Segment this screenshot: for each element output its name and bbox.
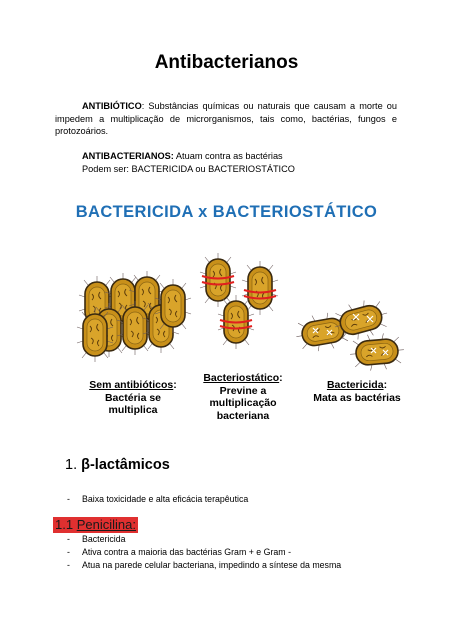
caption-colon: : [383,379,388,391]
bacterium [242,261,278,315]
caption-colon: : [173,379,177,391]
bullet-dash: - [67,547,70,557]
antibiotic-definition [55,100,397,138]
antibacterial-term: ANTIBACTERIANOS: [82,151,174,161]
bacteria-bactericide-group [293,292,423,382]
list-item-text: Bactericida [82,534,126,544]
caption-untreated-label: Sem antibióticos [89,379,174,391]
subsection-title: Penicilina: [76,517,136,532]
caption-bacteriostatic [188,372,298,422]
caption-untreated [78,379,188,417]
antibiotic-text: : Substâncias químicas ou naturais que causam a morte ou impedem a multiplicação de microrganismos, tais como, bactérias, fungos e protozoários. [55,101,397,136]
comparison-heading: BACTERICIDA x BACTERIOSTÁTICO [75,203,378,221]
bacteria-untreated-group [75,268,205,368]
caption-untreated-desc: Bactéria se multiplica [104,391,162,416]
bacteria-bacteriostatic-group [188,250,298,360]
list-item-text: Ativa contra a maioria das bactérias Gram + e Gram - [82,547,292,557]
list-item [67,533,367,546]
subsection-heading-penicillin [53,517,138,533]
bullet-dash: - [67,494,70,504]
section-heading-beta-lactams [65,457,170,473]
list-item [67,493,367,506]
caption-colon: : [279,372,283,384]
caption-bacteriostatic-label: Bacteriostático [203,372,280,384]
section-title: β-lactâmicos [81,457,170,473]
antibiotic-term: ANTIBIÓTICO [82,101,142,111]
subsection-number: 1.1 [55,517,74,532]
section-number: 1. [65,457,78,473]
page-title: Antibacterianos [154,52,299,73]
bullet-dash: - [67,534,70,544]
antibacterial-definition [82,150,295,175]
list-item [67,559,387,572]
antibacterial-text: Atuam contra as bactérias [173,151,283,161]
caption-bacteriostatic-desc: Previne a multiplicação bacteriana [209,384,277,422]
antibacterial-types: Podem ser: BACTERICIDA ou BACTERIOSTÁTICO [82,163,295,174]
caption-bactericide-label: Bactericida [326,379,384,391]
list-item [67,546,367,559]
caption-bactericide [298,379,416,404]
bullet-dash: - [67,560,70,570]
list-item-text: Atua na parede celular bacteriana, impedindo a síntese da mesma [82,560,342,570]
caption-bactericide-desc: Mata as bactérias [313,391,401,404]
bacterium-dead [349,332,406,373]
bacterium [200,253,236,307]
list-item-text: Baixa toxicidade e alta eficácia terapêutica [82,494,249,504]
